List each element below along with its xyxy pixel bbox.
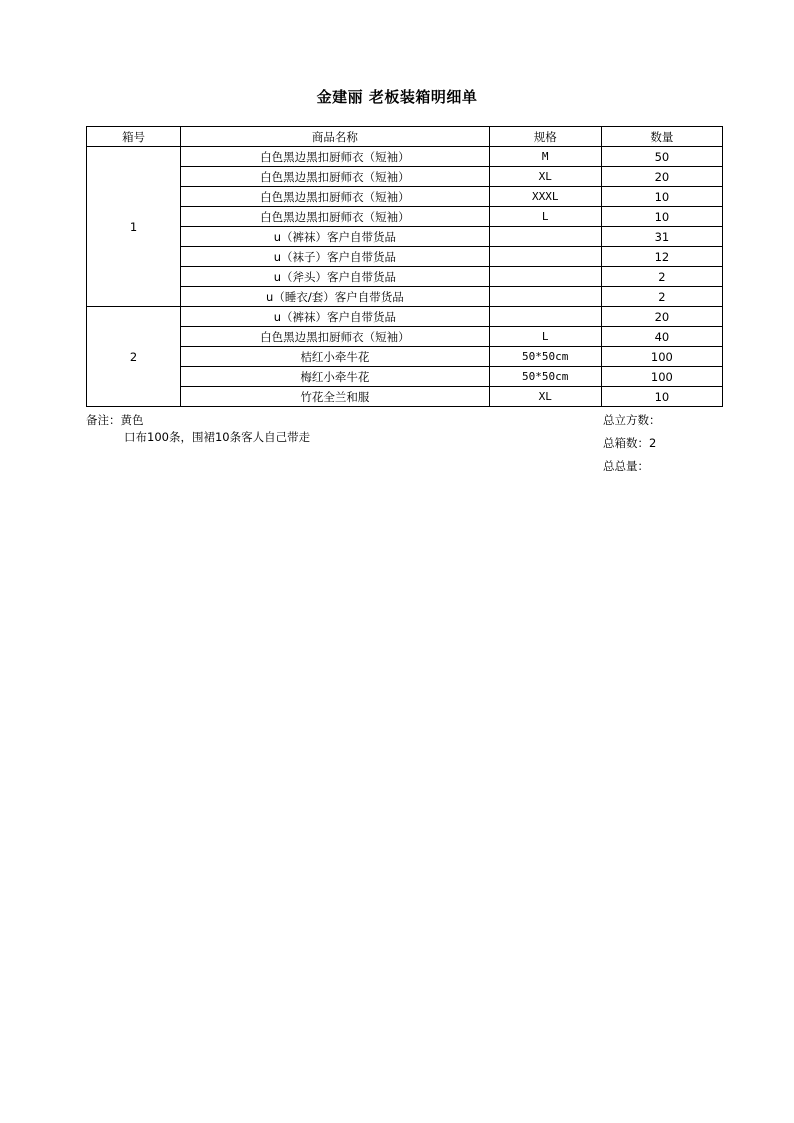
quantity-cell: 10: [601, 187, 722, 207]
table-row: [87, 307, 723, 327]
table-row: [87, 167, 723, 187]
spec-cell: [489, 307, 601, 327]
quantity-cell: 10: [601, 207, 722, 227]
table-row: [87, 287, 723, 307]
header-product-name: 商品名称: [181, 127, 489, 147]
spec-cell: [489, 267, 601, 287]
spec-cell: [489, 287, 601, 307]
quantity-cell: 10: [601, 387, 722, 407]
product-name-cell: u（裤袜）客户自带货品: [181, 307, 489, 327]
document-title: 金建丽 老板装箱明细单: [316, 88, 478, 106]
product-name-cell: 白色黑边黑扣厨师衣（短袖）: [181, 147, 489, 167]
spec-cell: XL: [489, 167, 601, 187]
product-name-cell: u（睡衣/套）客户自带货品: [181, 287, 489, 307]
quantity-cell: 31: [601, 227, 722, 247]
quantity-cell: 40: [601, 327, 722, 347]
table-row: [87, 327, 723, 347]
quantity-cell: 2: [601, 287, 722, 307]
quantity-cell: 100: [601, 367, 722, 387]
quantity-cell: 20: [601, 307, 722, 327]
header-spec: 规格: [489, 127, 601, 147]
total-boxes-label: 总箱数：2: [603, 436, 657, 450]
product-name-cell: 梅红小牵牛花: [181, 367, 489, 387]
total-volume-label: 总立方数：: [603, 413, 661, 427]
spec-cell: [489, 247, 601, 267]
spec-cell: M: [489, 147, 601, 167]
spec-cell: 50*50cm: [489, 347, 601, 367]
spec-cell: L: [489, 327, 601, 347]
table-row: [87, 227, 723, 247]
product-name-cell: u（袜子）客户自带货品: [181, 247, 489, 267]
table-header-row: [87, 127, 723, 147]
quantity-cell: 20: [601, 167, 722, 187]
header-quantity: 数量: [601, 127, 722, 147]
quantity-cell: 50: [601, 147, 722, 167]
table-row: [87, 267, 723, 287]
product-name-cell: 竹花全兰和服: [181, 387, 489, 407]
spec-cell: XXXL: [489, 187, 601, 207]
table-row: [87, 147, 723, 167]
remarks-detail-line: 口布100条，围裙10条客人自己带走: [124, 430, 311, 444]
remarks-line: 备注：黄色: [86, 413, 144, 427]
product-name-cell: 白色黑边黑扣厨师衣（短袖）: [181, 327, 489, 347]
product-name-cell: 桔红小牵牛花: [181, 347, 489, 367]
box-number-cell: 1: [87, 147, 181, 307]
spec-cell: XL: [489, 387, 601, 407]
product-name-cell: 白色黑边黑扣厨师衣（短袖）: [181, 167, 489, 187]
header-box-no: 箱号: [87, 127, 181, 147]
table-row: [87, 247, 723, 267]
remarks-block: [86, 412, 310, 446]
total-weight-label: 总总量：: [603, 459, 649, 473]
product-name-cell: 白色黑边黑扣厨师衣（短袖）: [181, 207, 489, 227]
spec-cell: 50*50cm: [489, 367, 601, 387]
summary-block: [603, 409, 661, 478]
table-row: [87, 187, 723, 207]
spec-cell: [489, 227, 601, 247]
table-row: [87, 387, 723, 407]
product-name-cell: u（裤袜）客户自带货品: [181, 227, 489, 247]
spec-cell: L: [489, 207, 601, 227]
box-number-cell: 2: [87, 307, 181, 407]
quantity-cell: 12: [601, 247, 722, 267]
table-row: [87, 347, 723, 367]
table-row: [87, 367, 723, 387]
table-row: [87, 207, 723, 227]
quantity-cell: 2: [601, 267, 722, 287]
product-name-cell: u（斧头）客户自带货品: [181, 267, 489, 287]
product-name-cell: 白色黑边黑扣厨师衣（短袖）: [181, 187, 489, 207]
quantity-cell: 100: [601, 347, 722, 367]
packing-table: [86, 126, 723, 407]
